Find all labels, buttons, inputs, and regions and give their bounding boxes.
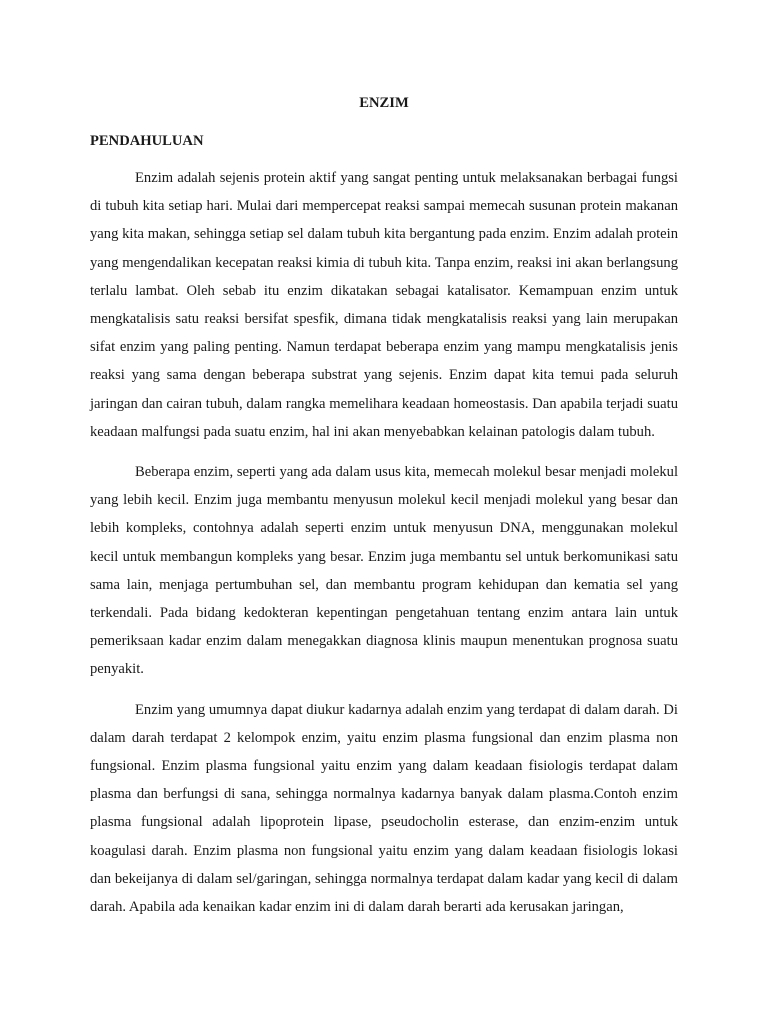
paragraph-1: Enzim adalah sejenis protein aktif yang sangat penting untuk melaksanakan berbagai fungsi di tubuh kita setiap hari. Mulai dari mempercepat reaksi sampai memecah susunan protein makanan yang kita makan, sehingga setiap sel dalam tubuh kita bergantung pada enzim. Enzim adalah protein yang mengendalikan kecepatan reaksi kimia di tubuh kita. Tanpa enzim, reaksi ini akan berlangsung terlalu lambat. Oleh sebab itu enzim dikatakan sebagai katalisator. Kemampuan enzim untuk mengkatalisis satu reaksi bersifat spesfik, dimana tidak mengkatalisis reaksi yang lain merupakan sifat enzim yang paling penting. Namun terdapat beberapa enzim yang mampu mengkatalisis jenis reaksi yang sama dengan beberapa substrat yang sejenis. Enzim dapat kita temui pada seluruh jaringan dan cairan tubuh, dalam rangka memelihara keadaan homeostasis. Dan apabila terjadi suatu keadaan malfungsi pada suatu enzim, hal ini akan menyebabkan kelainan patologis dalam tubuh. [90,170,678,440]
paragraph-2: Beberapa enzim, seperti yang ada dalam usus kita, memecah molekul besar menjadi molekul yang lebih kecil. Enzim juga membantu menyusun molekul kecil menjadi molekul yang besar dan lebih kompleks, contohnya adalah seperti enzim untuk menyusun DNA, menggunakan molekul kecil untuk membangun kompleks yang besar. Enzim juga membantu sel untuk berkomunikasi satu sama lain, menjaga pertumbuhan sel, dan membantu program kehidupan dan kematia sel yang terkendali. Pada bidang kedokteran kepentingan pengetahuan tentang enzim antara lain untuk pemeriksaan kadar enzim dalam menegakkan diagnosa klinis maupun menentukan prognosa suatu penyakit. [90,464,678,678]
document-title: ENZIM [359,95,409,111]
paragraph-3: Enzim yang umumnya dapat diukur kadarnya adalah enzim yang terdapat di dalam darah. Di dalam darah terdapat 2 kelompok enzim, yaitu enzim plasma fungsional dan enzim plasma non fungsional. Enzim plasma fungsional yaitu enzim yang dalam keadaan fisiologis terdapat dalam plasma dan berfungsi di sana, sehingga normalnya kadarnya banyak dalam plasma.Contoh enzim plasma fungsional adalah lipoprotein lipase, pseudocholin esterase, dan enzim-enzim untuk koagulasi darah. Enzim plasma non fungsional yaitu enzim yang dalam keadaan fisiologis lokasi dan bekeijanya di dalam sel/garingan, sehingga normalnya terdapat dalam kadar yang kecil di dalam darah. Apabila ada kenaikan kadar enzim ini di dalam darah berarti ada kerusakan jaringan, [90,701,678,916]
section-heading: PENDAHULUAN [90,133,204,149]
document-page [90,92,678,933]
